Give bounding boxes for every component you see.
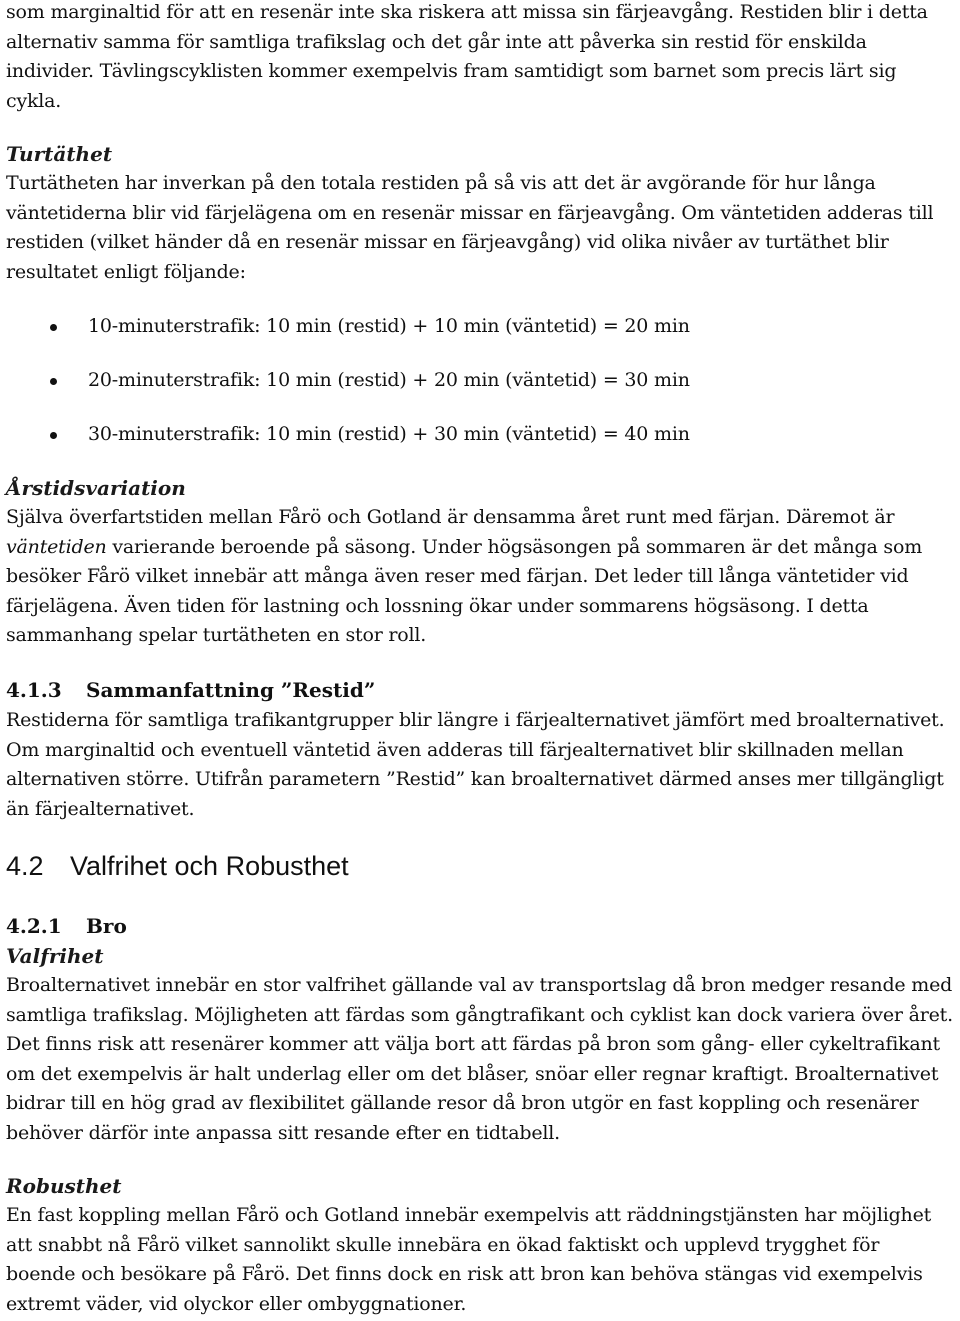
section-title: Bro <box>86 914 127 938</box>
robusthet-paragraph: En fast koppling mellan Fårö och Gotland innebär exempelvis att räddningstjänsten har möjlighet att snabbt nå Fårö vilket sannolikt skulle innebära en ökad faktiskt och upplevd trygghet för boende och besökare på Fårö. Det finns dock en risk att bron kan behöva stängas vid exempelvis extremt väder, vid olyckor eller ombyggnationer. <box>6 1204 932 1315</box>
bullet-text: 30-minuterstrafik: 10 min (restid) + 30 min (väntetid) = 40 min <box>88 423 690 445</box>
turtathet-paragraph: Turtätheten har inverkan på den totala restiden på så vis att det är avgörande för hur långa väntetiderna blir vid färjelägena om en resenär missar en färjeavgång. Om väntetiden adderas till restiden (vilket händer då en resenär missar en färjeavgång) vid olika nivåer av turtäthet blir resultatet enligt följande: <box>6 172 934 283</box>
arstidsvariation-paragraph <box>6 503 954 651</box>
valfrihet-heading: Valfrihet <box>6 944 104 968</box>
bullet-icon <box>50 378 57 385</box>
section-4-1-3-paragraph: Restiderna för samtliga trafikantgrupper blir längre i färjealternativet jämfört med broalternativet. Om marginaltid och eventuell väntetid även adderas till färjealternativet blir skillnaden mellan alternativen större. Utifrån parametern ”Restid” kan broalternativet därmed anses mer tillgängligt än färjealternativet. <box>6 709 945 820</box>
section-number: 4.2 <box>6 851 44 881</box>
bullet-icon <box>50 324 57 331</box>
list-item <box>6 312 954 342</box>
arstidsvariation-text-after: varierande beroende på säsong. Under högsäsongen på sommaren är det många som besöker Fårö vilket innebär att många även reser med färjan. Det leder till långa väntetider vid färjelägena. Även tiden för lastning och lossning ökar under sommarens högsäsong. I detta sammanhang spelar turtätheten en stor roll. <box>6 535 923 646</box>
arstidsvariation-heading: Årstidsvariation <box>6 476 186 500</box>
arstidsvariation-text-before: Själva överfartstiden mellan Fårö och Gotland är densamma året runt med färjan. Däremot är <box>6 506 895 528</box>
turtathet-bullet-list <box>6 312 954 450</box>
bullet-icon <box>50 432 57 439</box>
robusthet-heading: Robusthet <box>6 1174 122 1198</box>
arstidsvariation-emphasis: väntetiden <box>6 535 107 558</box>
section-number: 4.1.3 <box>6 678 62 702</box>
bullet-text: 20-minuterstrafik: 10 min (restid) + 20 min (väntetid) = 30 min <box>88 369 690 391</box>
section-number: 4.2.1 <box>6 914 62 938</box>
section-title: Sammanfattning ”Restid” <box>86 678 376 702</box>
section-4-1-3-heading <box>6 675 375 705</box>
list-item <box>6 366 954 396</box>
list-item <box>6 420 954 450</box>
valfrihet-paragraph: Broalternativet innebär en stor valfrihet gällande val av transportslag då bron medger resande med samtliga trafikslag. Möjligheten att färdas som gångtrafikant och cyklist kan dock variera över året. Det finns risk att resenärer kommer att välja bort att färdas på bron som gång- eller cykeltrafikant om det exempelvis är halt underlag eller om det blåser, snöar eller regnar kraftigt. Broalternativet bidrar till en hög grad av flexibilitet gällande resor då bron utgör en fast koppling och resenärer behöver därför inte anpassa sitt resande efter en tidtabell. <box>6 974 953 1144</box>
intro-paragraph: som marginaltid för att en resenär inte ska riskera att missa sin färjeavgång. Restiden blir i detta alternativ samma för samtliga trafikslag och det går inte att påverka sin restid för enskilda individer. Tävlingscyklisten kommer exempelvis fram samtidigt som barnet som precis lärt sig cykla. <box>6 1 928 112</box>
bullet-text: 10-minuterstrafik: 10 min (restid) + 10 min (väntetid) = 20 min <box>88 315 690 337</box>
section-4-2-1-heading <box>6 911 127 941</box>
turtathet-heading: Turtäthet <box>6 142 113 166</box>
section-title: Valfrihet och Robusthet <box>70 851 349 881</box>
section-4-2-heading <box>6 848 349 884</box>
